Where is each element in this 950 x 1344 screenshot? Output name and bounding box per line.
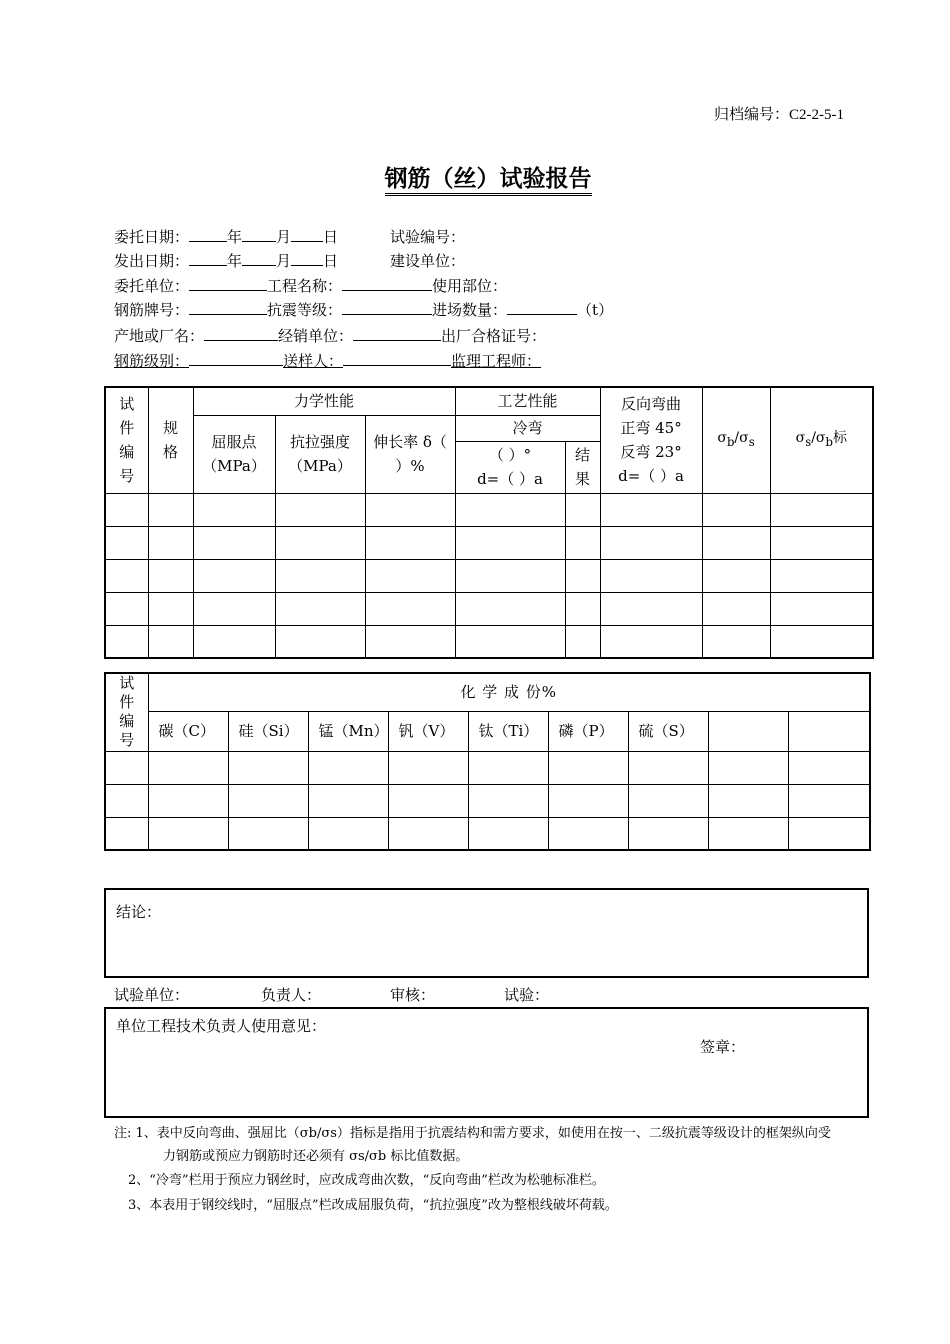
table-cell[interactable] <box>770 559 873 592</box>
table-cell[interactable] <box>600 625 702 658</box>
table-cell[interactable] <box>148 559 193 592</box>
table-cell[interactable] <box>565 592 600 625</box>
table-cell[interactable] <box>105 526 148 559</box>
month-label: 月 <box>276 252 292 270</box>
chem-specimen-no-text: 试件编号 <box>119 674 135 750</box>
test-unit-label: 试验单位： <box>114 986 190 1004</box>
table-cell[interactable] <box>275 592 365 625</box>
sigma-tail-text: 标 <box>832 430 847 447</box>
table-cell[interactable] <box>600 493 702 526</box>
info-row-steel-brand <box>114 299 613 321</box>
table-cell[interactable] <box>148 625 193 658</box>
table-cell[interactable] <box>228 751 308 784</box>
table-cell[interactable] <box>105 625 148 658</box>
table-cell[interactable] <box>275 559 365 592</box>
info-row-origin <box>114 325 546 347</box>
result-header <box>565 441 600 493</box>
specimen-no-header <box>105 387 148 493</box>
issue-day-field[interactable] <box>291 251 323 266</box>
table-cell[interactable] <box>468 817 548 850</box>
sub-text: s <box>805 435 812 450</box>
table-row <box>105 817 870 850</box>
table-cell[interactable] <box>548 817 628 850</box>
supervisor-label: 监理工程师： <box>451 352 542 370</box>
sub-text: b <box>825 435 833 450</box>
seismic-grade-label: 抗震等级： <box>267 301 343 319</box>
note-3: 3、本表用于钢绞线时，“屈服点”栏改成屈服负荷，“抗拉强度”改为整根线破坏荷载。 <box>128 1198 618 1213</box>
use-location-label: 使用部位： <box>432 277 508 295</box>
test-no-label: 试验编号： <box>390 228 466 246</box>
table-cell[interactable] <box>105 592 148 625</box>
table-cell[interactable] <box>193 493 275 526</box>
table-cell[interactable] <box>228 817 308 850</box>
table-cell[interactable] <box>788 784 870 817</box>
forward-bend-text: 正弯 45° <box>620 419 682 438</box>
mechanical-properties-table <box>104 386 874 659</box>
commission-day-field[interactable] <box>291 227 323 242</box>
issue-month-field[interactable] <box>242 251 276 266</box>
info-row-issue-date <box>114 250 338 272</box>
project-name-label: 工程名称： <box>267 277 343 295</box>
page-title-text: 钢筋（丝）试验报告 <box>385 166 592 196</box>
spec-header <box>148 387 193 493</box>
table-cell[interactable] <box>628 784 708 817</box>
tensile-header <box>275 415 365 493</box>
table-cell[interactable] <box>365 493 455 526</box>
note-2: 2、“冷弯”栏用于预应力钢丝时，应改成弯曲次数，“反向弯曲”栏改为松驰标准栏。 <box>128 1173 605 1188</box>
table-cell[interactable] <box>148 817 228 850</box>
bend-angle-text: （ ）° <box>488 446 532 464</box>
table-cell[interactable] <box>275 526 365 559</box>
chem-column-header: 硫（S） <box>628 711 708 751</box>
ratio-bs-header <box>702 387 770 493</box>
page-title <box>0 160 950 193</box>
table-cell[interactable] <box>275 625 365 658</box>
table-cell[interactable] <box>548 751 628 784</box>
table-cell[interactable] <box>770 493 873 526</box>
table-cell[interactable] <box>105 784 148 817</box>
info-row-steel-grade <box>114 350 541 372</box>
table-cell[interactable] <box>548 784 628 817</box>
year-label: 年 <box>227 228 243 246</box>
steel-grade-field[interactable] <box>189 351 283 366</box>
dealer-field[interactable] <box>353 326 441 341</box>
table-cell[interactable] <box>468 751 548 784</box>
steel-brand-field[interactable] <box>189 300 267 315</box>
ratio-sb-header <box>770 387 873 493</box>
table-cell[interactable] <box>770 592 873 625</box>
table-cell[interactable] <box>228 784 308 817</box>
cold-bend-header: 冷弯 <box>455 415 600 441</box>
table-cell[interactable] <box>308 817 388 850</box>
chemical-composition-table <box>104 672 871 851</box>
note-1-cont: 力钢筋或预应力钢筋时还必须有 σs/σb 标比值数据。 <box>163 1149 469 1164</box>
table-row <box>105 559 873 592</box>
yield-header <box>193 415 275 493</box>
project-name-field[interactable] <box>342 276 432 291</box>
seismic-grade-field[interactable] <box>342 300 432 315</box>
chem-column-header: 磷（P） <box>548 711 628 751</box>
entry-qty-unit: （t） <box>577 301 614 319</box>
table-row <box>105 751 870 784</box>
table-cell[interactable] <box>148 592 193 625</box>
commission-unit-label: 委托单位： <box>114 277 190 295</box>
table-cell[interactable] <box>365 559 455 592</box>
dealer-label: 经销单位： <box>278 327 354 345</box>
table-cell[interactable] <box>365 592 455 625</box>
commission-unit-field[interactable] <box>189 276 267 291</box>
chem-column-header: 碳（C） <box>148 711 228 751</box>
table-cell[interactable] <box>148 526 193 559</box>
bend-angle-header <box>455 441 565 493</box>
sigma-text: /σ <box>734 430 749 447</box>
chem-column-header: 硅（Si） <box>228 711 308 751</box>
sigma-text: /σ <box>811 430 826 447</box>
reverse-bend-header <box>600 387 702 493</box>
table-cell[interactable] <box>702 493 770 526</box>
issue-date-label: 发出日期： <box>114 252 190 270</box>
elong-unit-text: ）% <box>395 457 425 475</box>
reverse-bend-text: 反向弯曲 <box>621 395 682 414</box>
back-bend-text: 反弯 23° <box>620 443 682 462</box>
table-cell[interactable] <box>708 751 788 784</box>
sub-text: b <box>726 435 735 450</box>
year-label: 年 <box>227 252 243 270</box>
month-label: 月 <box>276 228 292 246</box>
chem-column-header: 钛（Ti） <box>468 711 548 751</box>
archive-number <box>714 103 844 124</box>
certificate-label: 出厂合格证号： <box>441 327 547 345</box>
chem-column-header: 锰（Mn） <box>308 711 388 751</box>
table-cell[interactable] <box>148 784 228 817</box>
table-cell[interactable] <box>702 559 770 592</box>
table-cell[interactable] <box>455 592 565 625</box>
sigma-text: σ <box>717 430 727 447</box>
chem-specimen-no-header <box>105 673 148 751</box>
entry-qty-label: 进场数量： <box>432 301 508 319</box>
commission-date-label: 委托日期： <box>114 228 190 246</box>
table-row <box>105 625 873 658</box>
table-cell[interactable] <box>600 559 702 592</box>
table-cell[interactable] <box>105 751 148 784</box>
yield-unit-text: （MPa） <box>202 457 266 475</box>
process-props-header: 工艺性能 <box>455 387 600 415</box>
table-cell[interactable] <box>193 625 275 658</box>
review-label: 审核： <box>390 986 436 1004</box>
table-cell[interactable] <box>193 559 275 592</box>
chem-column-header <box>708 711 788 751</box>
table-cell[interactable] <box>275 493 365 526</box>
table-cell[interactable] <box>365 625 455 658</box>
table-cell[interactable] <box>628 751 708 784</box>
day-label: 日 <box>323 228 339 246</box>
table-row <box>105 784 870 817</box>
table-cell[interactable] <box>193 592 275 625</box>
table-cell[interactable] <box>600 526 702 559</box>
conclusion-box[interactable] <box>104 888 869 978</box>
origin-label: 产地或厂名： <box>114 327 205 345</box>
sigma-text: σ <box>795 430 806 447</box>
table-cell[interactable] <box>455 493 565 526</box>
table-cell[interactable] <box>770 625 873 658</box>
table-cell[interactable] <box>565 526 600 559</box>
reverse-d-text: d=（ ）a <box>618 467 684 486</box>
table-cell[interactable] <box>105 559 148 592</box>
table-cell[interactable] <box>388 817 468 850</box>
chem-column-header: 钒（V） <box>388 711 468 751</box>
entry-qty-field[interactable] <box>507 300 577 315</box>
chem-column-header <box>788 711 870 751</box>
sender-label: 送样人： <box>283 352 344 370</box>
table-cell[interactable] <box>148 493 193 526</box>
table-cell[interactable] <box>308 751 388 784</box>
chem-header: 化 学 成 份% <box>148 673 870 711</box>
day-label: 日 <box>323 252 339 270</box>
table-cell[interactable] <box>148 751 228 784</box>
tensile-unit-text: （MPa） <box>288 457 352 475</box>
issue-year-field[interactable] <box>189 251 227 266</box>
responsible-label: 负责人： <box>261 986 322 1004</box>
table-row <box>105 526 873 559</box>
note-1: 注: 1、表中反向弯曲、强屈比（σb/σs）指标是指用于抗震结构和需方要求，如使用在按一、二级抗震等级设计的框架纵向受 <box>114 1126 831 1141</box>
info-row-commission-date <box>114 226 338 248</box>
specimen-no-text: 试件编号 <box>119 395 135 486</box>
sub-text: s <box>748 435 755 450</box>
elongation-header <box>365 415 455 493</box>
elong-text: 伸长率 δ（ <box>373 433 447 451</box>
table-row <box>105 592 873 625</box>
bend-d-text: d=（ ）a <box>477 470 543 488</box>
archive-label: 归档编号： <box>714 105 790 123</box>
table-cell[interactable] <box>105 493 148 526</box>
table-cell[interactable] <box>193 526 275 559</box>
table-cell[interactable] <box>565 559 600 592</box>
table-cell[interactable] <box>702 625 770 658</box>
archive-code: C2-2-5-1 <box>789 107 845 123</box>
commission-month-field[interactable] <box>242 227 276 242</box>
table-cell[interactable] <box>105 817 148 850</box>
sender-field[interactable] <box>343 351 451 366</box>
table-cell[interactable] <box>770 526 873 559</box>
table-cell[interactable] <box>708 784 788 817</box>
yield-text: 屈服点 <box>211 433 257 451</box>
table-cell[interactable] <box>702 592 770 625</box>
steel-grade-label: 钢筋级别： <box>114 352 190 370</box>
seal-label: 签章： <box>700 1038 746 1056</box>
table-cell[interactable] <box>388 751 468 784</box>
test-label: 试验： <box>504 986 550 1004</box>
mech-props-header: 力学性能 <box>193 387 455 415</box>
table-cell[interactable] <box>455 559 565 592</box>
table-cell[interactable] <box>788 751 870 784</box>
table-cell[interactable] <box>702 526 770 559</box>
builder-label: 建设单位： <box>390 252 466 270</box>
opinion-box[interactable] <box>104 1007 869 1118</box>
table-row <box>105 493 873 526</box>
table-cell[interactable] <box>455 526 565 559</box>
table-cell[interactable] <box>565 625 600 658</box>
steel-brand-label: 钢筋牌号： <box>114 301 190 319</box>
result-text: 结果 <box>575 446 591 488</box>
table-cell[interactable] <box>468 784 548 817</box>
table-cell[interactable] <box>388 784 468 817</box>
spec-text: 规格 <box>162 419 178 462</box>
table-cell[interactable] <box>600 592 702 625</box>
origin-field[interactable] <box>204 326 278 341</box>
tensile-text: 抗拉强度 <box>289 433 350 451</box>
table-cell[interactable] <box>455 625 565 658</box>
table-cell[interactable] <box>708 817 788 850</box>
info-row-commission-unit <box>114 275 507 297</box>
table-cell[interactable] <box>565 493 600 526</box>
opinion-label: 单位工程技术负责人使用意见： <box>116 1017 327 1035</box>
table-cell[interactable] <box>788 817 870 850</box>
conclusion-label: 结论： <box>116 903 162 921</box>
table-cell[interactable] <box>628 817 708 850</box>
table-cell[interactable] <box>308 784 388 817</box>
table-cell[interactable] <box>365 526 455 559</box>
commission-year-field[interactable] <box>189 227 227 242</box>
